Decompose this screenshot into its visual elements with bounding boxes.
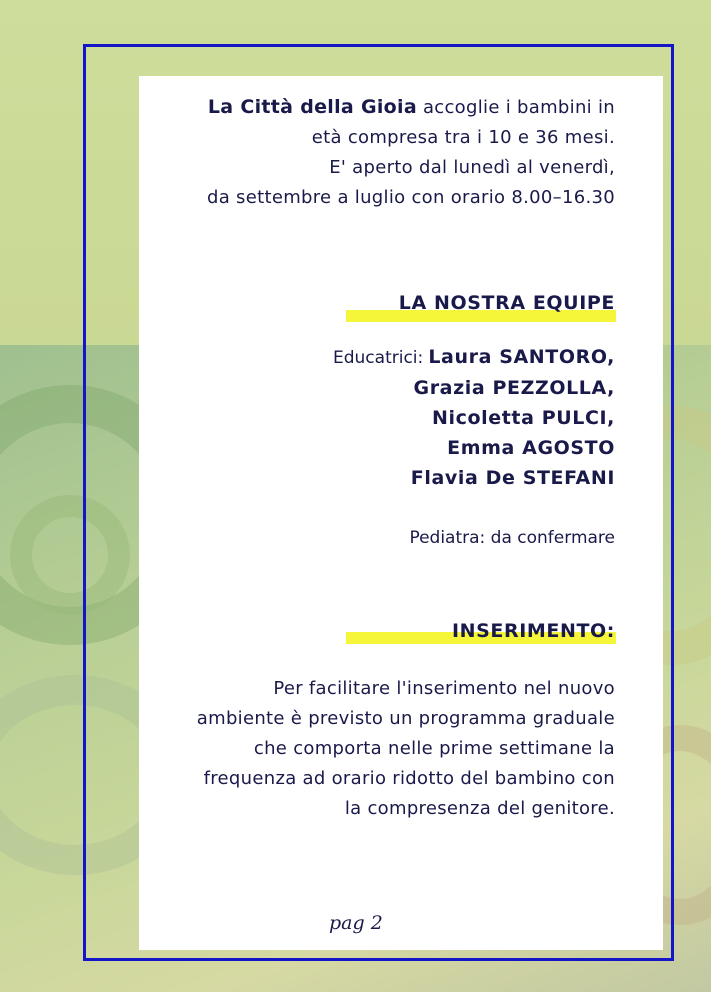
- intro-line-3: E' aperto dal lunedì al venerdì,: [329, 157, 615, 178]
- equipe-title: LA NOSTRA EQUIPE: [398, 292, 615, 314]
- staff-name: Nicoletta PULCI,: [431, 407, 615, 429]
- intro-line-2: età compresa tra i 10 e 36 mesi.: [311, 127, 615, 148]
- pediatra-line: Pediatra: da confermare: [409, 528, 615, 548]
- inserimento-line: frequenza ad orario ridotto del bambino con: [203, 768, 615, 789]
- brand-name: La Città della Gioia: [207, 96, 417, 118]
- intro-paragraph: [145, 92, 615, 213]
- intro-line-4: da settembre a luglio con orario 8.00–16.30: [206, 187, 615, 208]
- inserimento-paragraph: [145, 674, 615, 824]
- staff-name: Flavia De STEFANI: [410, 467, 615, 489]
- page-number: pag 2: [329, 912, 383, 934]
- educatrici-label: Educatrici:: [333, 348, 424, 368]
- staff-line-1: [333, 342, 615, 373]
- intro-line-1-rest: accoglie i bambini in: [416, 97, 615, 118]
- staff-name: Laura SANTORO,: [428, 346, 615, 368]
- inserimento-line: la compresenza del genitore.: [344, 798, 615, 819]
- content-card: [139, 76, 663, 950]
- inserimento-line: che comporta nelle prime settimane la: [253, 738, 615, 759]
- staff-name: Grazia PEZZOLLA,: [413, 377, 615, 399]
- inserimento-line: Per facilitare l'inserimento nel nuovo: [273, 678, 615, 699]
- staff-name: Emma AGOSTO: [447, 437, 615, 459]
- intro-line-1: [145, 92, 615, 123]
- staff-list: [333, 342, 615, 493]
- inserimento-line: ambiente è previsto un programma graduale: [196, 708, 615, 729]
- inserimento-title: INSERIMENTO:: [451, 620, 615, 642]
